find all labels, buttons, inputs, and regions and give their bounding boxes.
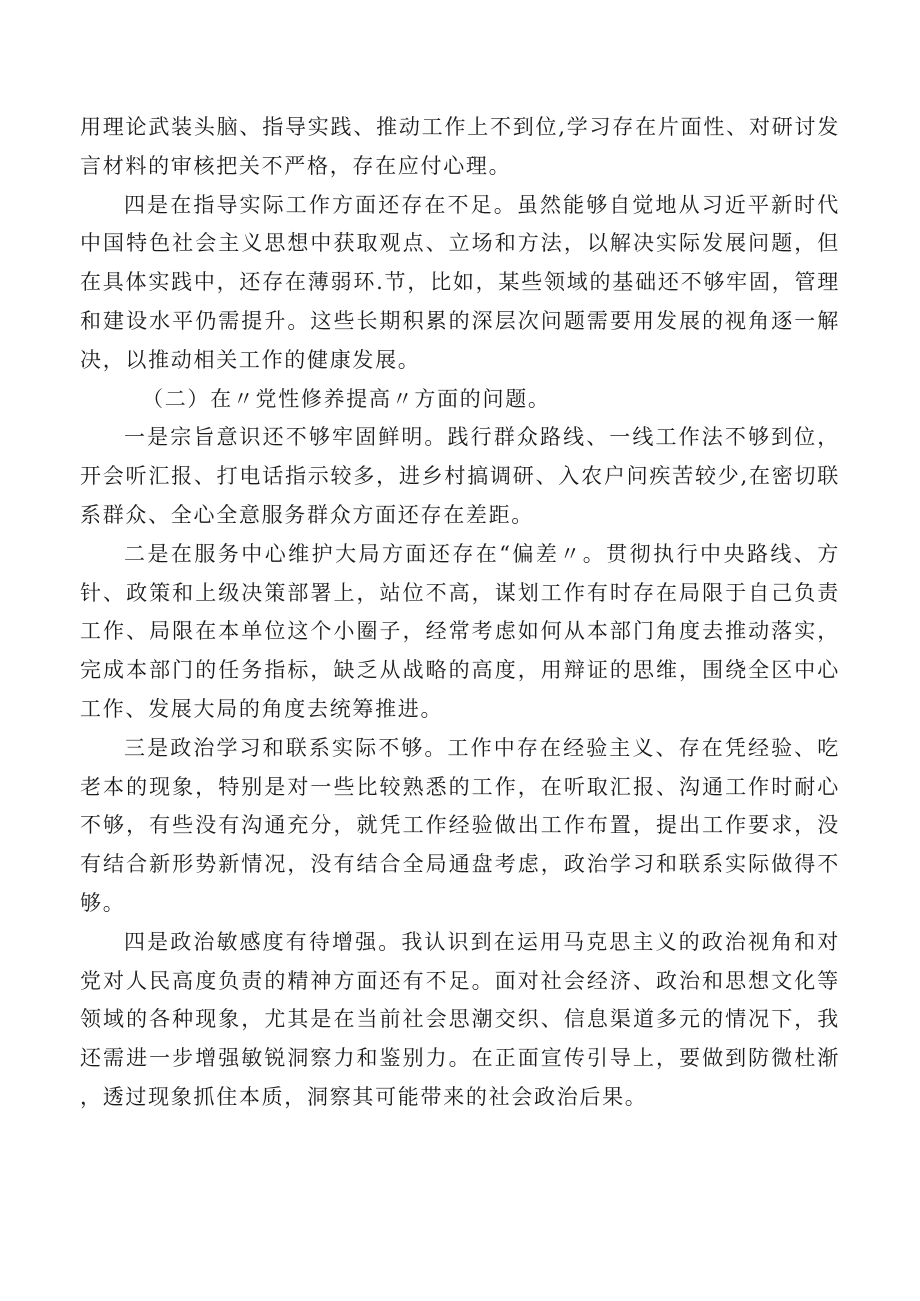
paragraph-political-study: 三是政治学习和联系实际不够。工作中存在经验主义、存在凭经验、吃老本的现象，特别是对一些比较熟悉的工作，在听取汇报、沟通工作时耐心不够，有些没有沟通充分，就凭工作经验做出工作布置，提出工作要求，没有结合新形势新情况，没有结合全局通盘考虑，政治学习和联系实际做得不够。 xyxy=(80,735,840,915)
paragraph-purpose-awareness: 一是宗旨意识还不够牢固鲜明。践行群众路线、一线工作法不够到位，开会听汇报、打电话指示较多，进乡村搞调研、入农户问疾苦较少,在密切联系群众、全心全意服务群众方面还存在差距。 xyxy=(80,425,840,527)
paragraph-political-sensitivity: 四是政治敏感度有待增强。我认识到在运用马克思主义的政治视角和对党对人民高度负责的精神方面还有不足。面对社会经济、政治和思想文化等领域的各种现象，尤其是在当前社会思潮交织、信息渠道多元的情况下，我还需进一步增强敏锐洞察力和鉴别力。在正面宣传引导上，要做到防微杜渐，透过现象抓住本质，洞察其可能带来的社会政治后果。 xyxy=(80,929,840,1109)
paragraph-overall-situation: 二是在服务中心维护大局方面还存在“偏差〃。贯彻执行中央路线、方针、政策和上级决策部署上，站位不高，谋划工作有时存在局限于自己负责工作、局限在本单位这个小圈子，经常考虑如何从本部门角度去推动落实，完成本部门的任务指标，缺乏从战略的高度，用辩证的思维，围绕全区中心工作、发展大局的角度去统筹推进。 xyxy=(80,541,840,721)
section-heading: （二）在〃党性修养提高〃方面的问题。 xyxy=(142,386,551,411)
paragraph-continuation: 用理论武装头脑、指导实践、推动工作上不到位,学习存在片面性、对研讨发言材料的审核把关不严格，存在应付心理。 xyxy=(80,115,840,178)
paragraph-practice-guidance: 四是在指导实际工作方面还存在不足。虽然能够自觉地从习近平新时代中国特色社会主义思想中获取观点、立场和方法，以解决实际发展问题，但在具体实践中，还存在薄弱环.节，比如，某些领域的基础还不够牢固，管理和建设水平仍需提升。这些长期积累的深层次问题需要用发展的视角逐一解决，以推动相关工作的健康发展。 xyxy=(80,192,840,372)
